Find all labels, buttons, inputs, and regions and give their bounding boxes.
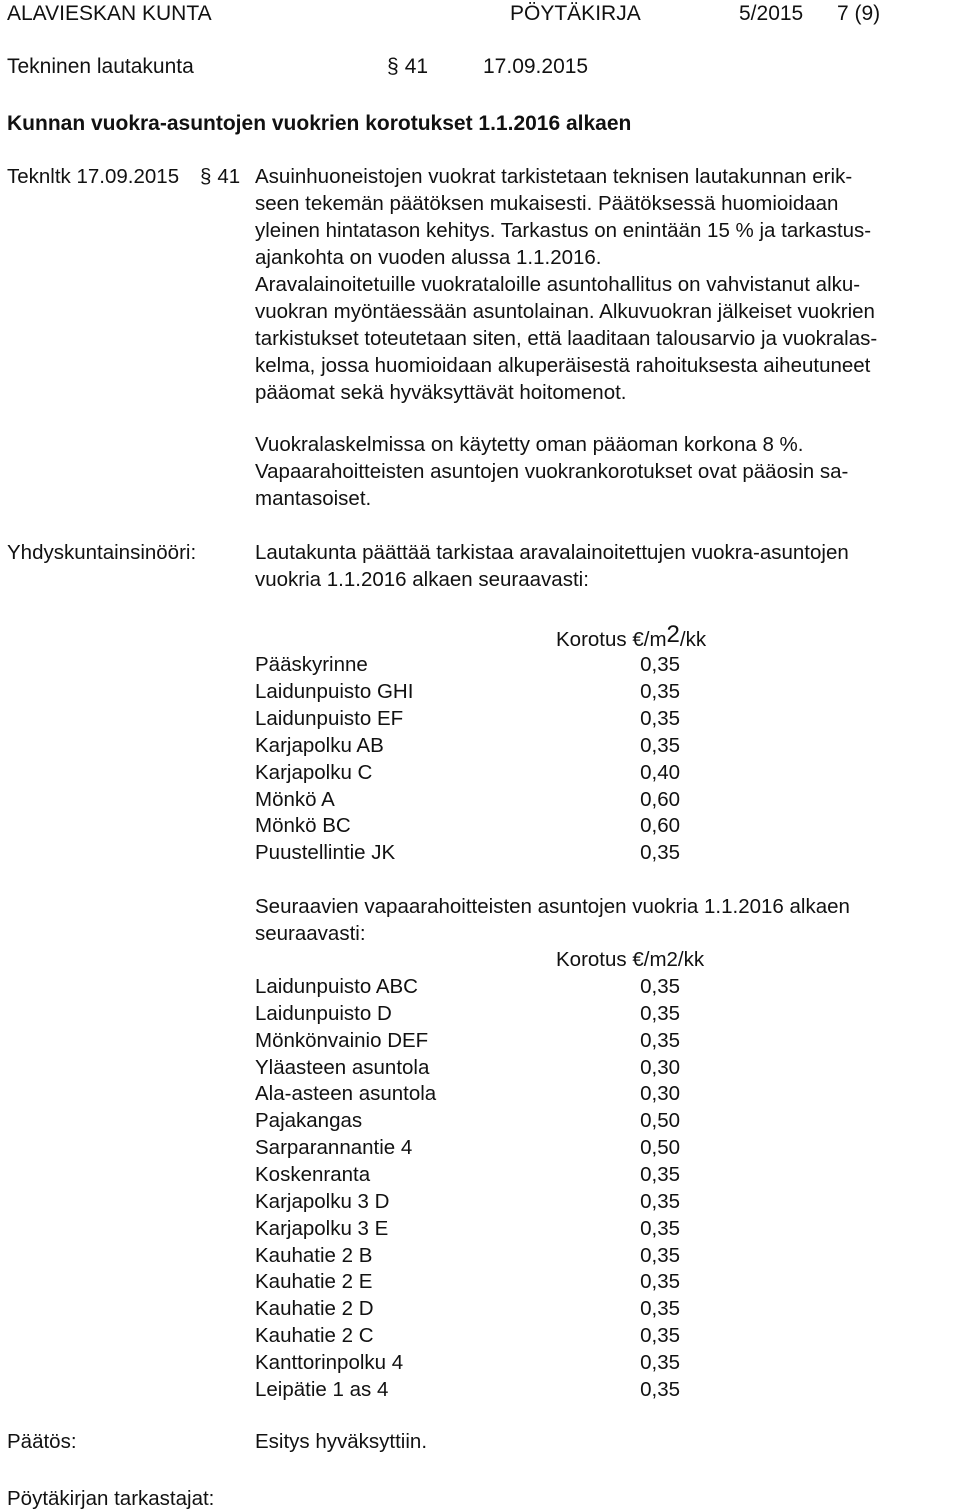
property-name: Kanttorinpolku 4 bbox=[255, 1350, 404, 1374]
paragraph-line: kelma, jossa huomioidaan alkuperäisestä rahoituksesta aiheutuneet bbox=[255, 354, 871, 377]
property-name: Kauhatie 2 B bbox=[255, 1243, 373, 1267]
table-row bbox=[255, 1000, 680, 1027]
reference-label: Teknltk 17.09.2015 bbox=[7, 165, 180, 188]
background-paragraph bbox=[255, 163, 955, 406]
increase-value: 0,50 bbox=[640, 1136, 680, 1160]
increase-value: 0,35 bbox=[640, 1243, 680, 1267]
table-row bbox=[255, 1242, 680, 1269]
increase-value: 0,35 bbox=[640, 653, 680, 676]
proposal-text bbox=[255, 539, 955, 593]
increase-value: 0,35 bbox=[640, 1324, 680, 1348]
table-row bbox=[255, 1215, 680, 1242]
increase-value: 0,35 bbox=[640, 1270, 680, 1294]
paragraph-line: Vapaarahoitteisten asuntojen vuokrankorotukset ovat pääosin sa- bbox=[255, 460, 849, 483]
table-row bbox=[255, 1322, 680, 1349]
table-row bbox=[255, 678, 680, 705]
property-name: Yläasteen asuntola bbox=[255, 1055, 430, 1079]
property-name: Karjapolku 3 D bbox=[255, 1189, 390, 1213]
table-row bbox=[255, 1107, 680, 1134]
meeting-date: 17.09.2015 bbox=[483, 55, 589, 78]
section-ref bbox=[387, 55, 428, 79]
reference-section bbox=[200, 163, 240, 190]
paragraph-line: Asuinhuoneistojen vuokrat tarkistetaan teknisen lautakunnan erik- bbox=[255, 165, 853, 188]
increase-value: 0,35 bbox=[640, 975, 680, 998]
table-row bbox=[255, 812, 680, 839]
table-row bbox=[255, 1268, 680, 1295]
increase-value: 0,30 bbox=[640, 1082, 680, 1106]
increase-value: 0,60 bbox=[640, 814, 680, 838]
increase-value: 0,60 bbox=[640, 787, 680, 811]
property-name: Pääskyrinne bbox=[255, 653, 368, 676]
paragraph-line: seuraavasti: bbox=[255, 922, 366, 945]
table-row bbox=[255, 1349, 680, 1376]
table-row bbox=[255, 1188, 680, 1215]
property-name: Ala-asteen asuntola bbox=[255, 1082, 437, 1106]
increase-value: 0,35 bbox=[640, 1001, 680, 1025]
increase-value: 0,40 bbox=[640, 760, 680, 784]
table-row bbox=[255, 1295, 680, 1322]
table-row bbox=[255, 1161, 680, 1188]
table-row bbox=[255, 705, 680, 732]
property-name: Sarparannantie 4 bbox=[255, 1136, 413, 1160]
property-name: Kauhatie 2 D bbox=[255, 1297, 374, 1321]
table-row bbox=[255, 1134, 680, 1161]
increase-value: 0,35 bbox=[640, 1162, 680, 1186]
page-number: 7 (9) bbox=[837, 2, 881, 25]
table-row bbox=[255, 1054, 680, 1081]
property-name: Mönkö BC bbox=[255, 814, 351, 838]
free-financed-intro bbox=[255, 893, 955, 947]
property-name: Laidunpuisto ABC bbox=[255, 975, 418, 998]
paragraph-line: Aravalainoitetuille vuokrataloille asuntohallitus on vahvistanut alku- bbox=[255, 273, 861, 296]
property-name: Pajakangas bbox=[255, 1109, 363, 1133]
property-name: Puustellintie JK bbox=[255, 841, 396, 865]
page-title: Kunnan vuokra-asuntojen vuokrien korotukset 1.1.2016 alkaen bbox=[7, 112, 632, 135]
section-symbol: § bbox=[387, 55, 399, 78]
proposal-label: Yhdyskuntainsinööri: bbox=[7, 541, 197, 564]
increase-value: 0,50 bbox=[640, 1109, 680, 1133]
reference-section-number: 41 bbox=[217, 165, 241, 188]
property-name: Karjapolku AB bbox=[255, 733, 384, 757]
table-row bbox=[255, 786, 680, 813]
increase-value: 0,35 bbox=[640, 841, 680, 865]
property-name: Koskenranta bbox=[255, 1162, 371, 1186]
reviewers-label: Pöytäkirjan tarkastajat: bbox=[7, 1487, 215, 1510]
decision-text: Esitys hyväksyttiin. bbox=[255, 1430, 428, 1453]
paragraph-line: Vuokralaskelmissa on käytetty oman pääoman korkona 8 %. bbox=[255, 433, 804, 456]
increase-value: 0,35 bbox=[640, 1189, 680, 1213]
paragraph-line: vuokran myöntäessään asuntolainan. Alkuvuokran jälkeiset vuokrien bbox=[255, 300, 875, 323]
property-name: Laidunpuisto EF bbox=[255, 706, 404, 730]
property-name: Mönkö A bbox=[255, 787, 335, 811]
paragraph-line: Lautakunta päättää tarkistaa aravalainoitettujen vuokra-asuntojen bbox=[255, 541, 849, 564]
table-row bbox=[255, 1376, 680, 1403]
paragraph-line: pääomat sekä hyväksyttävät hoitomenot. bbox=[255, 381, 627, 404]
increase-value: 0,35 bbox=[640, 1216, 680, 1240]
property-name: Kauhatie 2 C bbox=[255, 1324, 374, 1348]
document-type: PÖYTÄKIRJA bbox=[510, 2, 641, 25]
paragraph-line: tarkistukset toteutetaan siten, että laaditaan talousarvio ja vuokralas- bbox=[255, 327, 878, 350]
increase-value: 0,35 bbox=[640, 1297, 680, 1321]
paragraph-line: Seuraavien vapaarahoitteisten asuntojen vuokria 1.1.2016 alkaen bbox=[255, 895, 850, 918]
document-number: 5/2015 bbox=[739, 2, 804, 25]
table-row bbox=[255, 732, 680, 759]
property-name: Karjapolku 3 E bbox=[255, 1216, 389, 1240]
property-name: Kauhatie 2 E bbox=[255, 1270, 373, 1294]
increase-value: 0,35 bbox=[640, 733, 680, 757]
property-name: Laidunpuisto GHI bbox=[255, 679, 414, 703]
paragraph-line: seen tekemän päätöksen mukaisesti. Päätöksessä huomioidaan bbox=[255, 192, 839, 215]
municipality-name: ALAVIESKAN KUNTA bbox=[7, 2, 212, 25]
increase-value: 0,30 bbox=[640, 1055, 680, 1079]
property-name: Karjapolku C bbox=[255, 760, 373, 784]
increase-value: 0,35 bbox=[640, 1377, 680, 1401]
paragraph-line: mantasoiset. bbox=[255, 487, 372, 510]
table-row bbox=[255, 759, 680, 786]
property-name: Leipätie 1 as 4 bbox=[255, 1377, 389, 1401]
increase-value: 0,35 bbox=[640, 706, 680, 730]
table-row bbox=[255, 973, 680, 1000]
increase-value: 0,35 bbox=[640, 1350, 680, 1374]
decision-label: Päätös: bbox=[7, 1430, 77, 1453]
table-row bbox=[255, 651, 680, 678]
reference-section-symbol: § bbox=[200, 165, 212, 188]
table-row bbox=[255, 1027, 680, 1054]
committee-name: Tekninen lautakunta bbox=[7, 55, 194, 78]
table1-header bbox=[556, 621, 707, 653]
section-number: 41 bbox=[404, 55, 429, 78]
table-row bbox=[255, 839, 680, 866]
table2-header: Korotus €/m2/kk bbox=[556, 948, 705, 971]
property-name: Laidunpuisto D bbox=[255, 1001, 392, 1025]
paragraph-line: ajankohta on vuoden alussa 1.1.2016. bbox=[255, 246, 602, 269]
increase-value: 0,35 bbox=[640, 679, 680, 703]
increase-value: 0,35 bbox=[640, 1028, 680, 1052]
table1-header-suffix: /kk bbox=[679, 628, 707, 651]
interest-paragraph bbox=[255, 431, 955, 512]
property-name: Mönkönvainio DEF bbox=[255, 1028, 429, 1052]
paragraph-line: vuokria 1.1.2016 alkaen seuraavasti: bbox=[255, 568, 589, 591]
table1-header-sup: 2 bbox=[666, 621, 680, 648]
table-row bbox=[255, 1080, 680, 1107]
paragraph-line: yleinen hintatason kehitys. Tarkastus on enintään 15 % ja tarkastus- bbox=[255, 219, 872, 242]
table1-header-prefix: Korotus €/m bbox=[556, 628, 667, 651]
